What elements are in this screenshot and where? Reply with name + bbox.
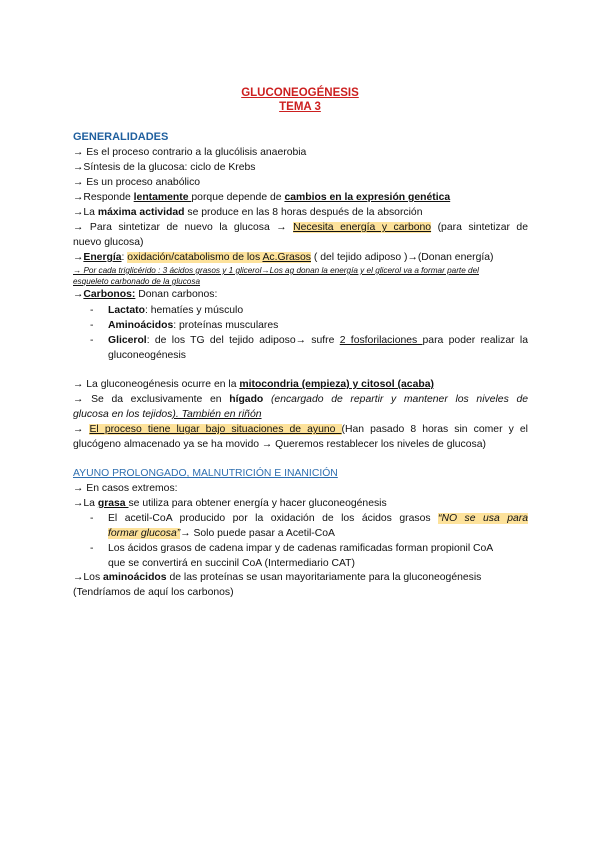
text-line: →Carbonos: Donan carbonos: — [73, 289, 218, 300]
text-line: → Se da exclusivamente en hígado (encargado de repartir y mantener los niveles de — [73, 394, 528, 405]
text-line: glucógeno almacenado ya se ha movido → Queremos restablecer los niveles de glucosa) — [73, 439, 486, 450]
footnote-line: esqueleto carbonado de la glucosa — [73, 277, 201, 286]
list-item: Los ácidos grasos de cadena impar y de cadenas ramificadas forman propionil CoA — [108, 543, 494, 554]
list-item: Aminoácidos: proteínas musculares — [108, 320, 279, 331]
section-heading-ayuno: AYUNO PROLONGADO, MALNUTRICIÓN E INANICIÓN — [73, 468, 338, 479]
list-item: El acetil-CoA producido por la oxidación de los ácidos grasos “NO se usa para — [108, 513, 528, 524]
list-bullet: - — [90, 543, 94, 554]
list-item: Lactato: hematíes y músculo — [108, 305, 244, 316]
list-item: Glicerol: de los TG del tejido adiposo→ sufre 2 fosforilaciones para poder realizar la — [108, 335, 528, 346]
list-item-continuation: gluconeogénesis — [108, 350, 186, 361]
list-bullet: - — [90, 305, 94, 316]
document-subtitle: TEMA 3 — [279, 101, 321, 113]
list-bullet: - — [90, 320, 94, 331]
text-line: → Es el proceso contrario a la glucólisis anaerobia — [73, 147, 307, 158]
text-line: nuevo glucosa) — [73, 237, 144, 248]
text-line: glucosa en los tejidos). También en riñón — [73, 409, 262, 420]
text-line: → En casos extremos: — [73, 483, 178, 494]
text-line: → La gluconeogénesis ocurre en la mitocondria (empieza) y citosol (acaba) — [73, 379, 434, 390]
section-heading-generalidades: GENERALIDADES — [73, 131, 169, 143]
list-bullet: - — [90, 513, 94, 524]
text-line: → Es un proceso anabólico — [73, 177, 201, 188]
text-line: → Para sintetizar de nuevo la glucosa → Necesita energía y carbono (para sintetizar de — [73, 222, 528, 233]
text-line: →Los aminoácidos de las proteínas se usan mayoritariamente para la gluconeogénesis — [73, 572, 482, 583]
list-item-continuation: que se convertirá en succinil CoA (Intermediario CAT) — [108, 558, 355, 569]
list-bullet: - — [90, 335, 94, 346]
text-line: → El proceso tiene lugar bajo situaciones de ayuno (Han pasado 8 horas sin comer y el — [73, 424, 528, 435]
document-title: GLUCONEOGÉNESIS — [241, 87, 359, 99]
text-line: →Síntesis de la glucosa: ciclo de Krebs — [73, 162, 256, 173]
text-line: →Responde lentamente porque depende de cambios en la expresión genética — [73, 192, 451, 203]
text-line: (Tendríamos de aquí los carbonos) — [73, 587, 234, 598]
list-item-continuation: formar glucosa”→ Solo puede pasar a Acetil-CoA — [108, 528, 335, 539]
text-line: →Energía: oxidación/catabolismo de los Ac.Grasos ( del tejido adiposo )→(Donan energía) — [73, 252, 494, 263]
footnote-line: → Por cada triglicérido : 3 ácidos grasos y 1 glicerol→Los ag donan la energía y el glicerol va a formar parte del — [73, 266, 479, 275]
text-line: →La grasa se utiliza para obtener energía y hacer gluconeogénesis — [73, 498, 387, 509]
text-line: →La máxima actividad se produce en las 8 horas después de la absorción — [73, 207, 423, 218]
